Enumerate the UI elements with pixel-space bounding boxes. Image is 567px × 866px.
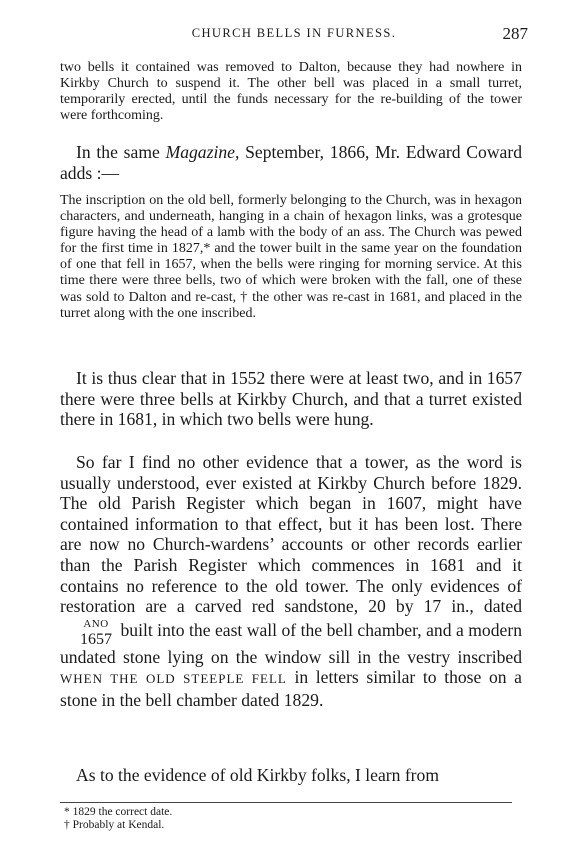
intro-text-before: In the same — [76, 142, 166, 162]
magazine-title: Magazine, — [165, 142, 240, 162]
paragraph-magazine-intro — [60, 142, 522, 183]
intro-text-after: September, 1866, Mr. Edward Coward adds :— — [60, 142, 522, 183]
block-quotation: The inscription on the old bell, formerly belonging to the Church, was in hexagon characters, and underneath, hanging in a chain of hexagon links, was a grotesque figure having the head of a lamb with the body of an ass. The Church was pewed for the first time in 1827,* and the tower built in the same year on the foundation of one that fell in 1657, when the bells were ringing for morning service. At this time there were three bells, two of which were broken with the fall, one of these was sold to Dalton and re-cast, † the other was re-cast in 1681, and placed in the turret along with the one inscribed. — [60, 193, 522, 321]
page-number: 287 — [502, 24, 528, 43]
steeple-inscription: WHEN THE OLD STEEPLE FELL — [60, 671, 287, 687]
footnote-date: * 1829 the correct date. — [64, 806, 173, 818]
footnotes — [64, 806, 514, 832]
paragraph-old-folks: As to the evidence of old Kirkby folks, I learn from — [76, 765, 440, 785]
paragraph-text-part-3: in letters similar to those on a stone in the bell chamber dated 1829. — [60, 667, 522, 710]
paragraph-no-evidence — [60, 452, 522, 711]
footnote-rule — [60, 802, 512, 803]
paragraph-bells-clear: It is thus clear that in 1552 there were at least two, and in 1657 there were three bells at Kirkby Church, and that a turret existed there in 1681, in which two bells were hung. — [60, 368, 522, 430]
paragraph-text-part-2: built into the east wall of the bell chamber, and a modern undated stone lying on the window sill in the vestry inscribed — [60, 619, 522, 667]
dated-inscription — [64, 617, 112, 647]
paragraph-continuation: two bells it contained was removed to Dalton, because they had nowhere in Kirkby Church to suspend it. The other bell was placed in a small turret, temporarily erected, until the funds necessary for the re-building of the tower were forthcoming. — [60, 60, 522, 124]
paragraph-text-part-1: So far I find no other evidence that a tower, as the word is usually understood, ever existed at Kirkby Church before 1829. The old Parish Register which began in 1607, might have contained information to that effect, but it has been lost. There are now no Church-wardens’ accounts or other records earlier than the Parish Register which commences in 1681 and it contains no reference to the old tower. The only evidences of restoration are a carved red sandstone, 20 by 17 in., dated — [60, 452, 522, 617]
inscription-ano: ANO — [83, 617, 109, 630]
running-title: CHURCH BELLS IN FURNESS. — [191, 26, 397, 40]
inscription-year: 1657 — [80, 630, 112, 648]
footnote-kendal: † Probably at Kendal. — [64, 819, 165, 831]
running-head — [60, 24, 528, 46]
